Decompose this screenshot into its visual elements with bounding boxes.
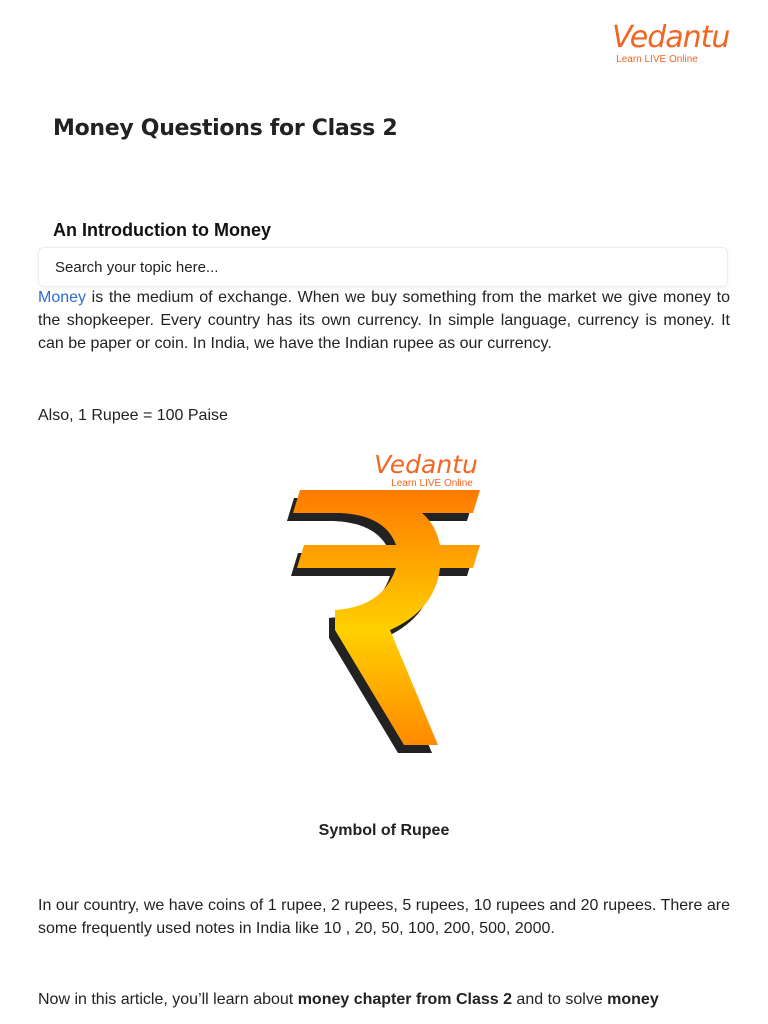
search-placeholder: Search your topic here...	[55, 258, 219, 276]
article-bold-chapter: money chapter from Class 2	[297, 991, 512, 1008]
section-heading: An Introduction to Money	[53, 220, 271, 240]
search-input[interactable]	[38, 247, 728, 287]
intro-paragraph	[38, 286, 730, 355]
figure-caption: Symbol of Rupee	[318, 822, 450, 839]
figure-logo-wordmark: Vedantu	[374, 450, 478, 479]
intro-text: is the medium of exchange. When we buy something from the market we give money to the shopkeeper. Every country has its own currency. In simple language, currency is money. It can be paper or coin. In India, we have the Indian rupee as our currency.	[38, 289, 730, 352]
logo-tagline: Learn LIVE Online	[616, 54, 698, 65]
figure-logo-tagline: Learn LIVE Online	[391, 478, 473, 489]
page-title: Money Questions for Class 2	[53, 116, 398, 141]
article-bold-money: money	[607, 991, 659, 1008]
rupee-glyph	[293, 490, 480, 745]
rupee-symbol-image	[280, 445, 490, 760]
vedantu-logo[interactable]	[612, 20, 730, 66]
logo-wordmark: Vedantu	[612, 20, 730, 55]
conversion-text: Also, 1 Rupee = 100 Paise	[38, 407, 228, 424]
article-middle: and to solve	[511, 991, 608, 1008]
article-paragraph	[38, 988, 730, 1011]
money-link[interactable]: Money	[38, 289, 87, 306]
article-prefix: Now in this article, you’ll learn about	[38, 991, 298, 1008]
coins-paragraph: In our country, we have coins of 1 rupee, 2 rupees, 5 rupees, 10 rupees and 20 rupees. There are some frequently used notes in India like 10 , 20, 50, 100, 200, 500, 2000.	[38, 897, 730, 937]
